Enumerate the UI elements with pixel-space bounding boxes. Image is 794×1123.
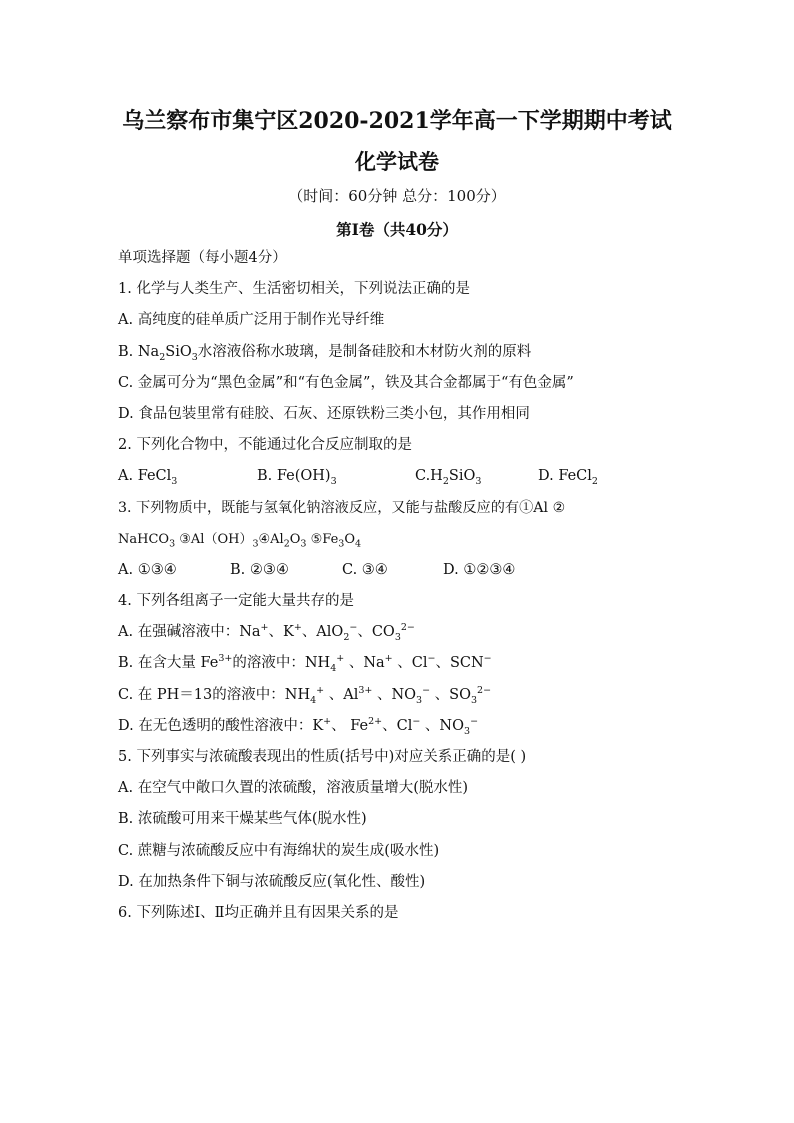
q4-b-text: 的溶液中：NH: [232, 655, 331, 672]
q2-b-text: B. Fe(OH): [257, 468, 331, 485]
q2-d-sub: 2: [591, 476, 598, 488]
q4-option-a: [118, 622, 698, 653]
q1-b-text: B. Na: [118, 343, 160, 360]
q3-sub: 2: [283, 538, 290, 550]
q4-a-text: 、K: [268, 624, 294, 641]
q3-substances: [118, 529, 698, 560]
q4-a-sub: 3: [394, 632, 401, 644]
instructions: 单项选择题（每小题4分）: [118, 250, 287, 266]
q4-d-text: 、Cl: [382, 717, 413, 734]
q1-option-c: C. 金属可分为“黑色金属”和“有色金属”，铁及其合金都属于“有色金属”: [118, 374, 574, 391]
q1-b-text: SiO: [165, 343, 192, 360]
q4-c-sup: 3+: [358, 684, 373, 696]
q1-option-d: D. 食品包装里常有硅胶、石灰、还原铁粉三类小包，其作用相同: [118, 405, 530, 422]
q4-c-text: 、NO: [372, 686, 417, 703]
q2-a-sub: 3: [171, 476, 178, 488]
q4-b-sup: −: [427, 653, 436, 665]
q4-a-sub: 2: [343, 632, 350, 644]
q1-option-a: A. 高纯度的硅单质广泛用于制作光导纤维: [118, 312, 385, 329]
q4-b-sup: +: [384, 653, 393, 665]
q2-option-c: [415, 466, 481, 487]
q2-a-text: A. FeCl: [118, 468, 172, 485]
q2-option-d: [538, 466, 598, 487]
q4-option-b: [118, 653, 698, 684]
q4-d-sup: −: [412, 715, 421, 727]
q1-option-b: [118, 342, 698, 373]
question-list: [118, 248, 698, 934]
q4-c-sub: 3: [470, 694, 478, 706]
q3-option-d: D. ①②③④: [443, 561, 516, 578]
q4-a-sup: +: [260, 622, 269, 634]
q2-c-text: SiO: [448, 468, 476, 485]
q3-text: NaHCO: [118, 531, 170, 547]
q3-option-b: B. ②③④: [230, 561, 289, 578]
q4-b-sup: −: [483, 653, 492, 665]
q3-sub: 3: [252, 538, 259, 550]
exam-info: （时间：60分钟 总分：100分）: [288, 187, 506, 205]
q3-option-c: C. ③④: [342, 561, 388, 578]
q4-c-sup: 2−: [477, 684, 492, 696]
q1-b-sub: 2: [159, 351, 166, 363]
q4-b-text: 、Na: [344, 655, 385, 672]
q3-text: ③Al（OH）: [175, 531, 253, 547]
q4-b-text: 、SCN: [435, 655, 484, 672]
q2-d-text: D. FeCl: [538, 468, 592, 485]
q4-d-sub: 3: [464, 725, 471, 737]
q2-stem: 2. 下列化合物中，不能通过化合反应制取的是: [118, 437, 412, 454]
exam-title: 乌兰察布市集宁区2020-2021学年高一下学期期中考试: [122, 108, 672, 134]
q3-sub: 3: [300, 538, 307, 550]
q2-options: [118, 466, 698, 497]
q4-a-text: 、AlO: [301, 624, 344, 641]
q4-b-sub: 4: [330, 663, 337, 675]
q3-sub: 4: [354, 538, 362, 550]
q4-b-text: B. 在含大量 Fe: [118, 655, 219, 672]
q4-option-d: [118, 716, 698, 747]
q3-text: O: [344, 531, 355, 547]
exam-subtitle: 化学试卷: [355, 149, 439, 174]
q2-c-sub: 2: [442, 476, 449, 488]
q3-stem: 3. 下列物质中，既能与氢氧化钠溶液反应，又能与盐酸反应的有①Al ②: [118, 499, 566, 516]
q5-option-c: C. 蔗糖与浓硫酸反应中有海绵状的炭生成(吸水性): [118, 842, 440, 859]
q1-b-text: 水溶液俗称水玻璃，是制备硅胶和木材防火剂的原料: [197, 343, 532, 360]
q4-stem: 4. 下列各组离子一定能大量共存的是: [118, 593, 354, 610]
q3-text: ⑤Fe: [306, 531, 339, 547]
q4-a-sup: 2−: [400, 622, 415, 634]
q4-d-sup: −: [470, 715, 479, 727]
q4-b-sup: +: [336, 653, 345, 665]
q4-b-sup: 3+: [218, 653, 233, 665]
q4-a-text: 、CO: [357, 624, 395, 641]
q4-d-sup: 2+: [368, 715, 383, 727]
q2-option-a: [118, 466, 177, 487]
q4-b-text: 、Cl: [392, 655, 428, 672]
q4-c-text: C. 在 PH＝13的溶液中：NH: [118, 686, 311, 703]
q2-b-sub: 3: [330, 476, 337, 488]
q3-text: O: [289, 531, 301, 547]
q4-d-sup: +: [323, 715, 332, 727]
q4-c-text: 、Al: [324, 686, 359, 703]
q4-c-sub: 4: [310, 694, 317, 706]
q5-option-b: B. 浓硫酸可用来干燥某些气体(脱水性): [118, 811, 367, 828]
q4-d-text: 、NO: [420, 717, 465, 734]
q4-a-text: A. 在强碱溶液中：Na: [118, 624, 261, 641]
section-heading: 第Ⅰ卷（共40分）: [336, 220, 458, 239]
q2-option-b: [257, 466, 337, 487]
q4-d-text: 、 Fe: [331, 717, 369, 734]
q4-d-text: D. 在无色透明的酸性溶液中：K: [118, 717, 324, 734]
q3-option-a: A. ①③④: [118, 561, 177, 578]
q4-c-sup: +: [316, 684, 325, 696]
q4-c-sup: −: [422, 684, 431, 696]
q5-option-a: A. 在空气中敞口久置的浓硫酸，溶液质量增大(脱水性): [118, 780, 469, 797]
q2-c-sub: 3: [475, 476, 482, 488]
q3-options: [118, 560, 698, 591]
q3-sub: 3: [169, 538, 176, 550]
q5-stem: 5. 下列事实与浓硫酸表现出的性质(括号中)对应关系正确的是( ): [118, 749, 527, 765]
q4-a-sup: −: [349, 622, 358, 634]
q5-option-d: D. 在加热条件下铜与浓硫酸反应(氧化性、酸性): [118, 873, 426, 890]
q1-stem: 1. 化学与人类生产、生活密切相关，下列说法正确的是: [118, 281, 470, 298]
q3-text: ④Al: [258, 531, 284, 547]
q4-option-c: [118, 685, 698, 716]
q4-c-text: 、SO: [430, 686, 471, 703]
q4-a-sup: +: [293, 622, 302, 634]
q4-c-sub: 3: [416, 694, 423, 706]
q3-sub: 3: [338, 538, 345, 550]
q6-stem: 6. 下列陈述Ⅰ、Ⅱ均正确并且有因果关系的是: [118, 904, 399, 921]
q1-b-sub: 3: [191, 351, 198, 363]
q2-c-text: C.H: [415, 468, 443, 485]
